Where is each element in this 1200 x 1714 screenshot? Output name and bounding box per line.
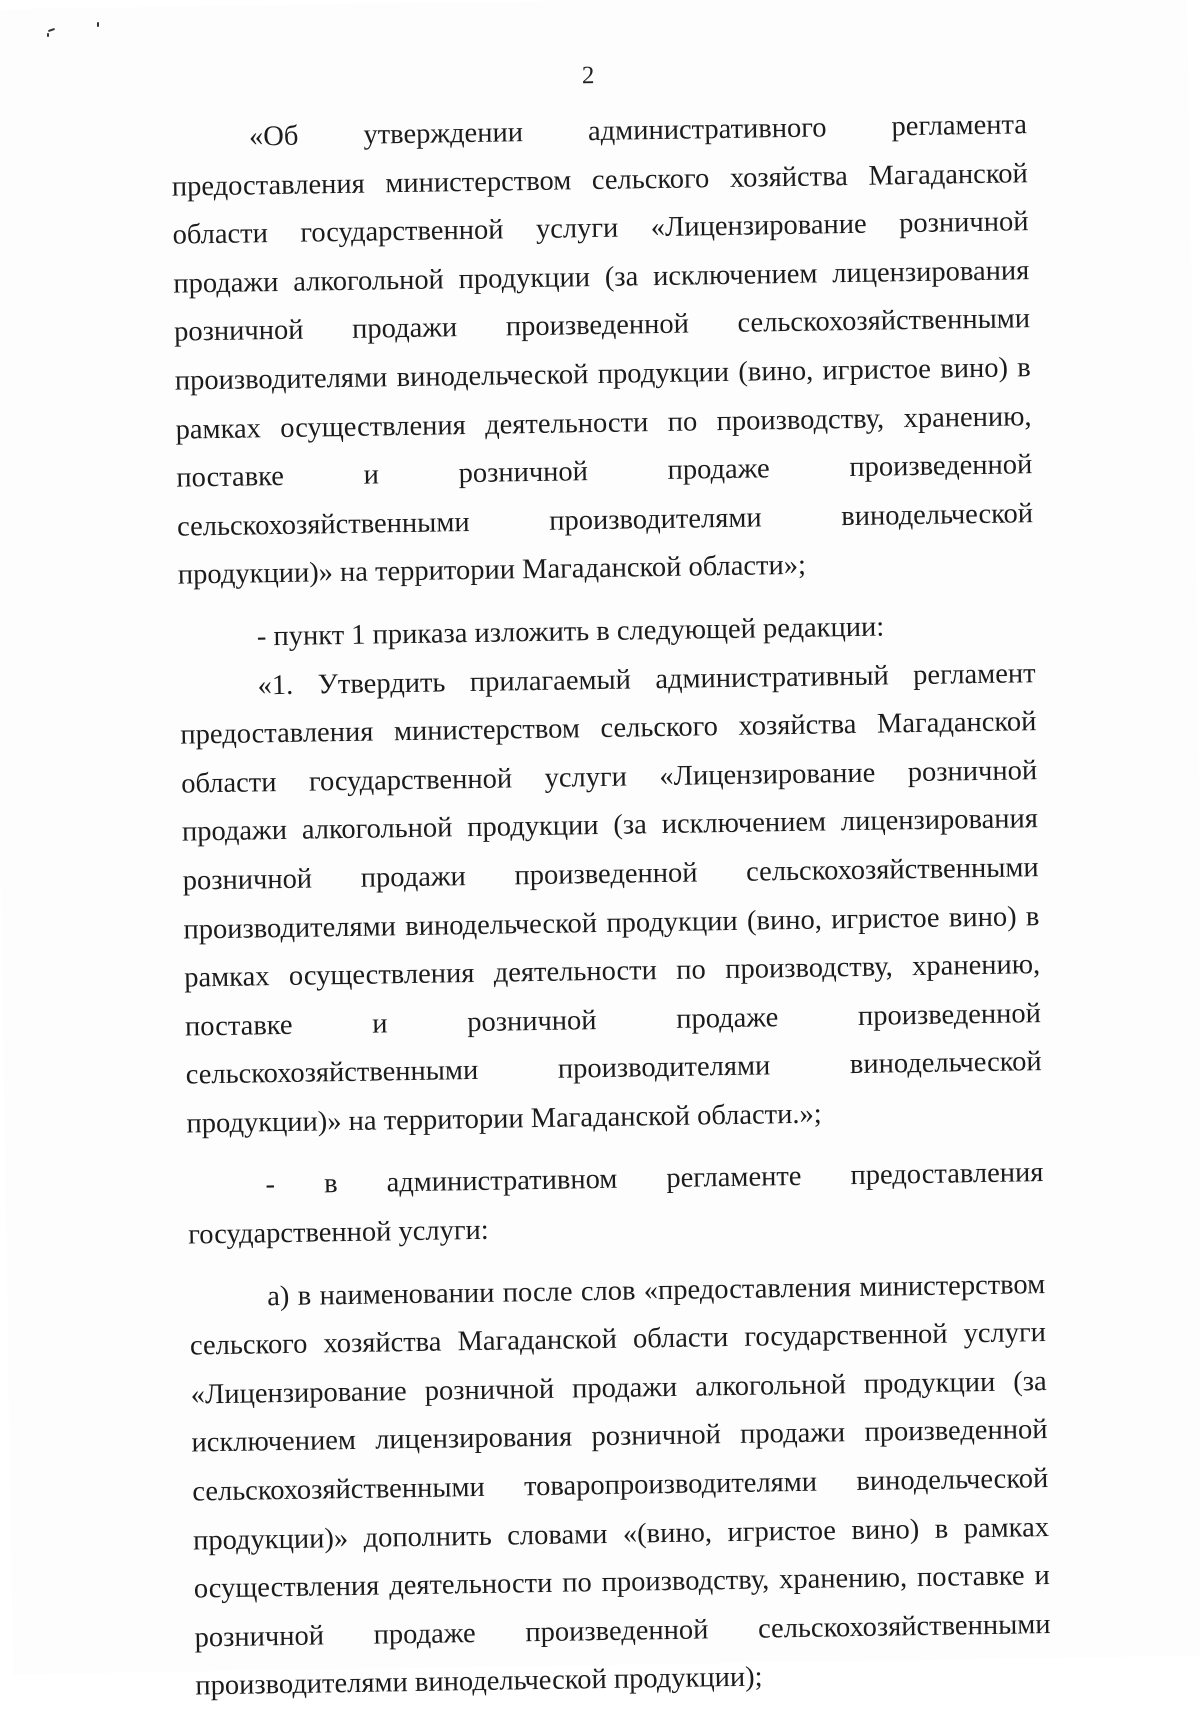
paragraph-item-1-instruction: - пункт 1 приказа изложить в следующей редакции: [256, 611, 885, 653]
paragraph-subitem-a: а) в наименовании после слов «предоставления министерством сельского хозяйства Магаданской области государственной услуги «Лицензирование розничной продажи алкогольной продукции (за исключением лицензирования розничной продажи произведенной сельскохозяйственными товаропроизводителями винодельческой продукции)» дополнить словами «(вино, игристое вино) в рамках осуществления деятельности по производству, хранению, поставке и розничной продаже произведенной сельскохозяйственными производителями винодельческой продукции); [189, 1268, 1051, 1702]
page-number: 2 [581, 61, 595, 90]
scan-speck [97, 22, 99, 27]
paragraph-item-1-text: «1. Утвердить прилагаемый административный регламент предоставления министерством сельского хозяйства Магаданской области государственной услуги «Лицензирование розничной продажи алкогольной продукции (за исключением лицензирования розничной продажи произведенной сельскохозяйственными производителями винодельческой продукции (вино, игристое вино) в рамках осуществления деятельности по производству, хранению, поставке и розничной продаже произведенной сельскохозяйственными производителями винодельческой продукции)» на территории Магаданской области.»; [180, 657, 1042, 1140]
paragraph-regulation-intro: - в административном регламенте предоставления государственной услуги: [188, 1157, 1044, 1251]
document-body [171, 101, 1052, 1711]
paragraph-order-title: «Об утверждении административного регламента предоставления министерством сельского хозяйства Магаданской области государственной услуги «Лицензирование розничной продажи алкогольной продукции (за исключением лицензирования розничной продажи произведенной сельскохозяйственными производителями винодельческой продукции (вино, игристое вино) в рамках осуществления деятельности по производству, хранению, поставке и розничной продаже произведенной сельскохозяйственными производителями винодельческой продукции)» на территории Магаданской области»; [171, 109, 1034, 591]
scan-speck [47, 33, 49, 37]
